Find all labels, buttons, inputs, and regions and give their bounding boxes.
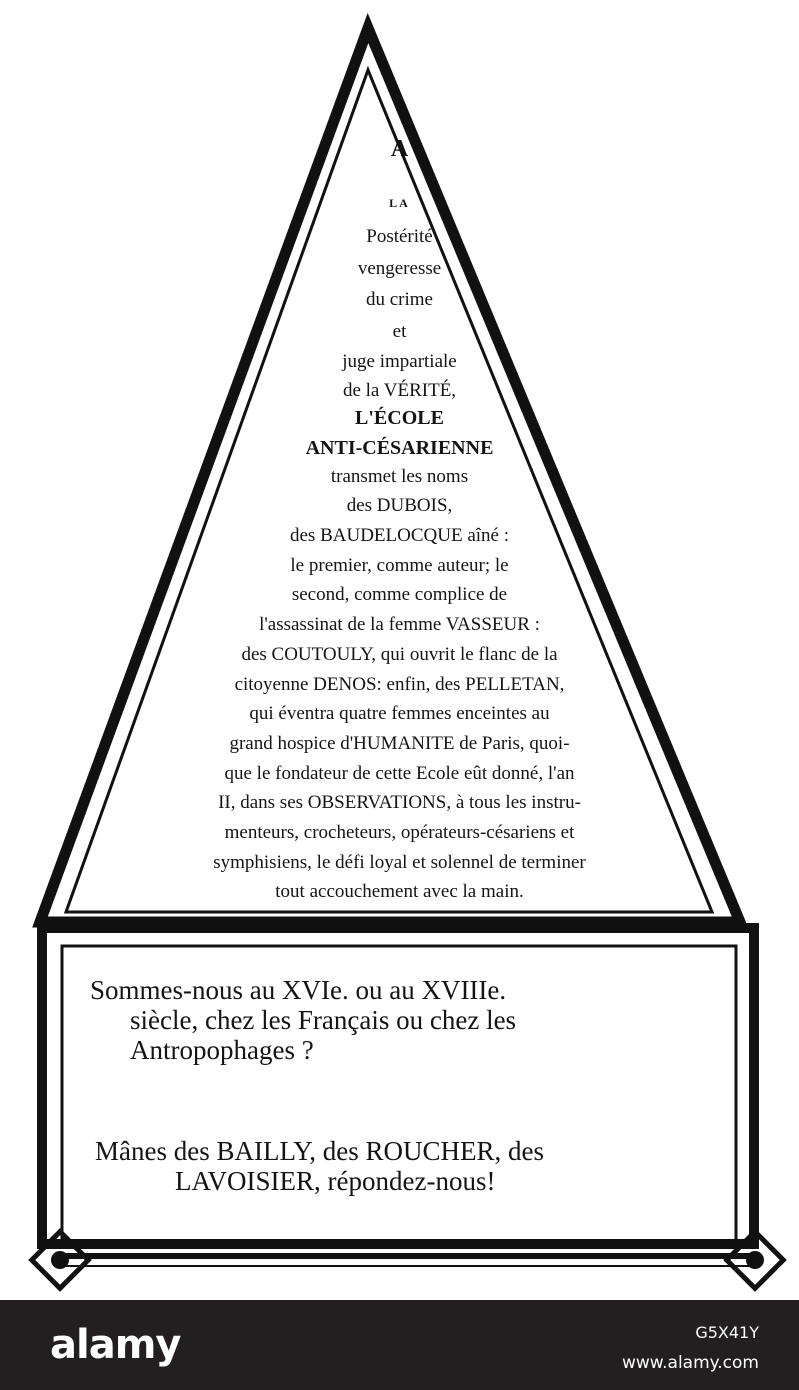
site-url: www.alamy.com bbox=[621, 1353, 759, 1373]
inscription-line: menteurs, crocheteurs, opérateurs-césariens et bbox=[224, 822, 575, 843]
inscription-line: de la VÉRITÉ, bbox=[342, 380, 457, 401]
pedestal-paragraph-1 bbox=[80, 975, 730, 1065]
inscription-line: vengeresse bbox=[357, 258, 442, 279]
inscription-line: second, comme complice de bbox=[291, 584, 508, 605]
inscription-line: A bbox=[390, 136, 409, 162]
inscription-line: du crime bbox=[365, 289, 433, 310]
inscription-line: et bbox=[392, 321, 407, 342]
pedestal-line: Sommes-nous au XVIe. ou au XVIIIe. bbox=[90, 975, 507, 1005]
pedestal-line: siècle, chez les Français ou chez les bbox=[130, 1005, 517, 1035]
inscription-line: citoyenne DENOS: enfin, des PELLETAN, bbox=[234, 674, 565, 695]
pedestal-paragraph-2 bbox=[80, 1136, 730, 1196]
inscription-line: II, dans ses OBSERVATIONS, à tous les instru- bbox=[218, 792, 581, 813]
inscription-line: L'ÉCOLE bbox=[355, 407, 444, 429]
inscription-line: symphisiens, le défi loyal et solennel de terminer bbox=[213, 852, 586, 873]
inscription-line: le premier, comme auteur; le bbox=[290, 555, 509, 576]
inscription-line: Postérité bbox=[366, 226, 433, 247]
inscription-line: transmet les noms bbox=[330, 466, 469, 487]
image-id: G5X41Y bbox=[695, 1323, 759, 1342]
alamy-logo: alamy bbox=[50, 1322, 181, 1368]
inscription-line: juge impartiale bbox=[342, 351, 457, 372]
pedestal-line: Antropophages ? bbox=[130, 1035, 314, 1065]
inscription-line: qui éventra quatre femmes enceintes au bbox=[249, 703, 550, 724]
inscription-line: tout accouchement avec la main. bbox=[275, 881, 524, 902]
inscription-line: grand hospice d'HUMANITE de Paris, quoi- bbox=[229, 733, 570, 754]
image-credit bbox=[622, 1318, 759, 1378]
inscription-line: ANTI-CÉSARIENNE bbox=[305, 437, 494, 459]
inscription-line: LA bbox=[389, 196, 410, 210]
pedestal-line: Mânes des BAILLY, des ROUCHER, des bbox=[95, 1136, 545, 1166]
watermark-footer bbox=[0, 1300, 799, 1390]
inscription-line: que le fondateur de cette Ecole eût donné, l'an bbox=[224, 763, 575, 784]
inscription-line: l'assassinat de la femme VASSEUR : bbox=[259, 614, 540, 635]
pedestal-line: LAVOISIER, répondez-nous! bbox=[175, 1166, 496, 1196]
inscription-line: des COUTOULY, qui ouvrit le flanc de la bbox=[241, 644, 558, 665]
inscription-line: des BAUDELOCQUE aîné : bbox=[290, 525, 509, 546]
inscription-line: des DUBOIS, bbox=[346, 495, 453, 516]
